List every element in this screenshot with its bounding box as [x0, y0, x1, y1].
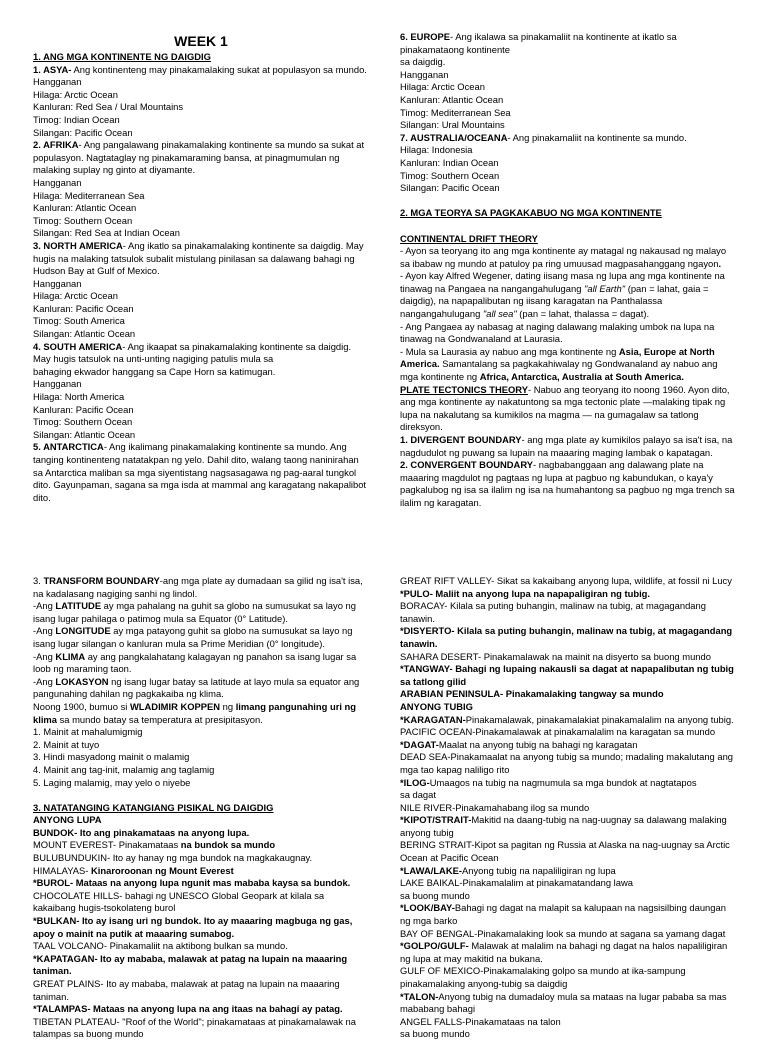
- text-run: Hilaga: Arctic Ocean: [400, 81, 485, 93]
- text-run: Kanluran: Atlantic Ocean: [33, 202, 137, 214]
- text-line: [33, 953, 369, 978]
- text-run: DEAD SEA-Pinakamaalat na anyong tubig sa mundo; madaling makalutang ang mga tao kapag naliligo rito: [400, 751, 734, 775]
- text-run: *DAGAT-: [400, 738, 439, 750]
- text-run: Malawak at malalim na bahagi ng dagat na halos napaliligiran ng lupa at may makitid na bukana.: [400, 940, 728, 964]
- text-run: -Ang: [33, 650, 56, 662]
- text-run: Noong 1900, bumuo si: [33, 700, 130, 712]
- text-run: - Ang pinakamaliit na kontinente sa mundo.: [507, 131, 687, 143]
- text-run: BAY OF BENGAL-Pinakamalaking look sa mundo at sagana sa yamang dagat: [400, 927, 726, 939]
- text-run: *DISYERTO- Kilala sa puting buhangin, malinaw na tubig, at magagandang tanawin.: [400, 625, 733, 649]
- text-run: ANYONG TUBIG: [400, 700, 473, 712]
- text-line: [33, 865, 369, 878]
- text-line: [400, 663, 736, 688]
- text-line: [33, 739, 369, 752]
- text-line: [33, 814, 369, 827]
- text-run: BULUBUNDUKIN- Ito ay hanay ng mga bundok na magkakaugnay.: [33, 852, 313, 864]
- text-run: MOUNT EVEREST- Pinakamataas: [33, 839, 181, 851]
- text-run: 2. AFRIKA: [33, 139, 79, 151]
- text-line: [33, 575, 369, 600]
- text-run: 1. Mainit at mahalumigmig: [33, 726, 143, 738]
- column-4: [400, 575, 736, 1041]
- text-run: 1. DIVERGENT BOUNDARY: [400, 434, 522, 445]
- text-line: [400, 777, 736, 802]
- text-run: na bundok sa mundo: [180, 839, 276, 851]
- text-run: Asia, Europe at North America.: [400, 345, 715, 370]
- text-line: [33, 215, 369, 228]
- text-line: [400, 877, 736, 902]
- text-line: [33, 328, 369, 341]
- text-run: *LAWA/LAKE-: [400, 864, 462, 876]
- text-line: [400, 714, 736, 727]
- text-run: *TALAMPAS- Mataas na anyong lupa na ang itaas na bahagi ay patag.: [33, 1003, 343, 1015]
- text-run: Hilaga: Arctic Ocean: [33, 290, 118, 302]
- text-run: Silangan: Red Sea at Indian Ocean: [33, 227, 180, 239]
- text-line: [400, 31, 736, 69]
- text-run: 3. NATATANGING KATANGIANG PISIKAL NG DAIGDIG: [33, 801, 274, 813]
- text-line: [400, 384, 736, 434]
- text-line: [400, 245, 736, 270]
- text-line: [33, 416, 369, 429]
- text-line: [33, 852, 369, 865]
- text-run: ay mga patayong guhit sa globo na sumusukat sa layo ng isang lugar silangan o kanluran mula sa Prime Meridian (0° longitude).: [33, 625, 353, 649]
- text-line: [33, 139, 369, 177]
- text-line: [33, 600, 369, 625]
- text-run: LOKASYON: [55, 675, 109, 687]
- text-run: Silangan: Ural Mountains: [400, 119, 505, 131]
- text-line: [33, 202, 369, 215]
- text-line: [33, 839, 369, 852]
- text-line: [33, 341, 369, 379]
- text-line: [33, 64, 369, 77]
- text-run: *KIPOT/STRAIT-: [400, 814, 472, 826]
- text-line: [33, 802, 369, 815]
- text-line: [400, 69, 736, 82]
- text-line: [400, 902, 736, 927]
- text-run: *KARAGATAN-: [400, 713, 466, 725]
- text-run: - Ang ikalawa sa pinakamaliit na kontinente at ikatlo sa pinakamataong kontinente sa daigdig.: [400, 31, 677, 68]
- text-run: -Ang: [33, 625, 56, 637]
- text-run: (pan = lahat, gaia = daigdig), na napapalibutan ng iisang karagatan na Panthalassa nangangahulugang: [400, 282, 709, 320]
- text-line: [33, 290, 369, 303]
- text-run: CONTINENTAL DRIFT THEORY: [400, 232, 538, 244]
- text-line: [400, 81, 736, 94]
- text-run: 6. EUROPE: [400, 31, 451, 42]
- text-run: GULF OF MEXICO-Pinakamalaking golpo sa mundo at ika-sampung pinakamalaking anyong-tubig sa daigdig: [400, 965, 686, 989]
- text-run: ay mga pahalang na guhit sa globo na sumusukat sa layo ng isang lugar pahilaga o patimog mula sa Equator (0° Latitude).: [33, 600, 356, 624]
- theories-section: [400, 31, 736, 510]
- text-line: [33, 441, 369, 504]
- text-line: [33, 76, 369, 89]
- text-run: .: [718, 257, 722, 269]
- bodies-of-water-section: [400, 575, 736, 1041]
- text-run: 1. ANG MGA KONTINENTE NG DAIGDIG: [33, 51, 211, 62]
- text-line: [400, 688, 736, 701]
- text-run: Timog: Mediterranean Sea: [400, 106, 511, 118]
- text-run: Anyong tubig na napaliligiran ng lupa: [461, 864, 616, 876]
- text-line: [400, 651, 736, 664]
- text-line: [33, 391, 369, 404]
- text-run: Timog: Southern Ocean: [400, 169, 500, 181]
- page-title: WEEK 1: [174, 33, 228, 49]
- text-run: Kanluran: Pacific Ocean: [33, 403, 134, 415]
- text-line: [400, 119, 736, 132]
- text-line: [33, 101, 369, 114]
- text-run: Hangganan: [33, 277, 82, 289]
- text-run: 3. Hindi masyadong mainit o malamig: [33, 751, 190, 763]
- text-line: [400, 233, 736, 246]
- text-line: [33, 177, 369, 190]
- text-line: [33, 278, 369, 291]
- text-line: [33, 190, 369, 203]
- text-line: [33, 51, 369, 64]
- text-line: [33, 777, 369, 790]
- text-run: Silangan: Atlantic Ocean: [33, 328, 136, 340]
- text-run: Kanluran: Pacific Ocean: [33, 302, 134, 314]
- text-run: - Ayon sa teoryang ito ang mga kontinente ay matagal ng nakausad ng malayo sa ibabaw ng mundo at patuloy pa ring umuusad magpasahanggang ngayon: [400, 245, 727, 269]
- text-run: - Ang ikaapat sa pinakamalaking kontinente sa daigdig. May hugis tatsulok na unti-unting nagiging patulis mula sa bahaging ekwador hanggang sa Cape Horn sa katimugan.: [33, 340, 352, 377]
- text-run: 4. Mainit ang tag-init, malamig ang taglamig: [33, 763, 215, 775]
- text-run: *GOLPO/GULF-: [400, 940, 469, 952]
- text-run: CHOCOLATE HILLS- bahagi ng UNESCO Global Geopark at kilala sa kakaibang hugis-tsokolateng burol: [33, 889, 325, 914]
- text-run: NILE RIVER-Pinakamahabang ilog sa mundo: [400, 801, 590, 813]
- text-line: [400, 321, 736, 346]
- text-line: [33, 315, 369, 328]
- text-run: Kinaroroonan ng Mount Everest: [91, 864, 234, 876]
- text-line: [33, 701, 369, 726]
- text-run: *LOOK/BAY-: [400, 902, 455, 914]
- text-run: 2. Mainit at tuyo: [33, 738, 100, 750]
- text-line: [33, 1003, 369, 1016]
- text-run: Kanluran: Indian Ocean: [400, 156, 499, 168]
- text-run: 1. ASYA-: [33, 63, 72, 75]
- text-run: HIMALAYAS-: [33, 864, 91, 876]
- text-line: [33, 227, 369, 240]
- text-run: 3. NORTH AMERICA: [33, 239, 123, 251]
- text-line: [33, 676, 369, 701]
- physical-features-section: [33, 575, 369, 1041]
- text-run: *PULO- Maliit na anyong lupa na napapaligiran ng tubig.: [400, 587, 651, 599]
- text-run: Africa, Antarctica, Australia at South America.: [479, 371, 684, 383]
- text-run: BERING STRAIT-Kipot sa pagitan ng Russia at Alaska na nag-uugnay sa Arctic Ocean at Pacific Ocean: [400, 839, 730, 864]
- text-run: *TANGWAY- Bahagi ng lupaing nakausli sa dagat at napapalibutan ng tubig sa tatlong gilid: [400, 663, 734, 687]
- text-run: Pinakamalawak, pinakamalakiat pinakamalalim na anyong tubig.: [465, 713, 734, 725]
- text-line: [400, 814, 736, 839]
- text-run: Hangganan: [33, 176, 82, 188]
- text-run: Hangganan: [33, 378, 82, 390]
- text-run: Timog: Indian Ocean: [33, 113, 120, 125]
- text-run: 5. Laging malamig, may yelo o niyebe: [33, 776, 191, 788]
- text-line: [33, 890, 369, 915]
- text-line: [400, 625, 736, 650]
- column-2: [400, 31, 736, 510]
- text-run: "all Earth": [584, 282, 626, 294]
- text-run: BUNDOK- Ito ang pinakamataas na anyong lupa.: [33, 826, 250, 838]
- text-line: [33, 978, 369, 1003]
- text-line: [400, 157, 736, 170]
- text-line: [33, 726, 369, 739]
- text-run: *TALON-: [400, 990, 439, 1002]
- text-run: Timog: Southern Ocean: [33, 214, 133, 226]
- text-run: KLIMA: [55, 650, 86, 662]
- text-run: Hilaga: Arctic Ocean: [33, 88, 118, 100]
- text-line: [400, 346, 736, 384]
- text-run: Hilaga: North America: [33, 391, 125, 403]
- text-run: TIBETAN PLATEAU- "Roof of the World"; pinakamataas at pinakamalawak na talampas sa buong mundo: [33, 1015, 356, 1040]
- column-1: [33, 33, 369, 504]
- text-run: TRANSFORM BOUNDARY: [43, 575, 160, 586]
- text-line: [400, 965, 736, 990]
- text-line: [400, 991, 736, 1016]
- text-run: "all sea": [482, 308, 517, 320]
- text-line: [400, 144, 736, 157]
- text-line: [400, 839, 736, 864]
- text-line: [400, 1016, 736, 1041]
- text-run: LONGITUDE: [55, 625, 111, 637]
- text-run: ANGEL FALLS-Pinakamataas na talon sa buong mundo: [400, 1015, 561, 1040]
- text-run: Silangan: Atlantic Ocean: [33, 428, 136, 440]
- text-line: [400, 928, 736, 941]
- text-line: [33, 751, 369, 764]
- column-3: [33, 575, 369, 1041]
- text-run: Hilaga: Mediterranean Sea: [33, 189, 145, 201]
- text-run: - nagbabanggaan ang dalawang plate na maaaring magdulot ng pagtaas ng lupa at pagbuo ng kabundukan, o kaya'y pagkalubog ng isa sa ilalim ng isa na humahantong sa pagbuo ng mga trench sa ilalim ng karagatan.: [400, 459, 735, 508]
- text-run: - Ang ikalimang pinakamalaking kontinente sa mundo. Ang tanging kontinenteng natatakpan ng yelo. Dahil dito, walang taong naninirahan sa Antarctica maliban sa mga siyentistang nagsasagawa ng pag-aaral tungkol dito. Gayunpaman, sagana sa mga isda at mammal ang karagatang nakapalibot dito.: [33, 441, 367, 503]
- text-run: limang pangunahing uri ng klima: [33, 700, 357, 725]
- text-line: [400, 434, 736, 459]
- text-line: [33, 429, 369, 442]
- text-run: (pan = lahat, thalassa = dagat).: [516, 308, 650, 320]
- text-line: [400, 701, 736, 714]
- text-run: *BUROL- Mataas na anyong lupa ngunit mas mababa kaysa sa bundok.: [33, 877, 351, 889]
- text-run: Silangan: Pacific Ocean: [33, 126, 133, 138]
- text-run: - Ang ikatlo sa pinakamalaking kontinente sa daigdig. May hugis na malaking tatsulok subalit mistulang pinilasan sa dalawang bahagi ng Hudson Bay at Gulf of Mexico.: [33, 239, 364, 277]
- text-line: [400, 182, 736, 195]
- text-line: [400, 751, 736, 776]
- text-line: [400, 270, 736, 320]
- text-run: BORACAY- Kilala sa puting buhangin, malinaw na tubig, at magagandang tanawin.: [400, 600, 706, 624]
- text-run: Hilaga: Indonesia: [400, 144, 473, 156]
- text-line: [400, 94, 736, 107]
- text-run: -ang mga plate ay dumadaan sa gilid ng isa't isa, na kadalasang nagiging sanhi ng lindol.: [33, 575, 363, 599]
- text-run: - Ang Pangaea ay nabasag at naging dalawang malaking umbok na lupa na tinawag na Gondwanaland at Laurasia.: [400, 320, 715, 345]
- text-run: Silangan: Pacific Ocean: [400, 182, 500, 194]
- continents-list: [33, 51, 369, 504]
- text-run: Kanluran: Atlantic Ocean: [400, 93, 504, 105]
- text-run: Hangganan: [33, 76, 82, 88]
- text-line: [33, 127, 369, 140]
- text-run: Hangganan: [400, 68, 449, 80]
- text-run: - Ayon kay Alfred Wegener, dating iisang masa ng lupa ang mga kontinente na tinawag na Pangaea na nangangahulugang: [400, 270, 725, 294]
- text-run: GREAT RIFT VALLEY- Sikat sa kakaibang anyong lupa, wildlife, at fossil ni Lucy: [400, 575, 732, 586]
- text-line: [400, 207, 736, 220]
- text-run: ANYONG LUPA: [33, 814, 102, 826]
- text-line: [33, 764, 369, 777]
- blank-line: [400, 195, 736, 208]
- text-run: *BULKAN- Ito ay isang uri ng bundok. Ito ay maaaring magbuga ng gas, apoy o mainit na putik at maaaring sumabog.: [33, 915, 353, 939]
- text-line: [400, 132, 736, 145]
- text-run: -Ang: [33, 600, 56, 612]
- text-line: [400, 802, 736, 815]
- text-line: [33, 378, 369, 391]
- text-run: ng: [220, 700, 236, 712]
- text-line: [33, 1016, 369, 1041]
- text-run: *KAPATAGAN- Ito ay mababa, malawak at patag na lupain na maaaring taniman.: [33, 952, 348, 977]
- text-run: WLADIMIR KOPPEN: [129, 700, 221, 712]
- text-run: 2. CONVERGENT BOUNDARY: [400, 459, 533, 471]
- text-run: ng isang lugar batay sa latitude at layo mula sa equator ang pangunahing dahilan ng pagkakaiba ng klima.: [33, 675, 360, 700]
- text-line: [33, 89, 369, 102]
- text-line: [400, 575, 736, 588]
- text-run: LATITUDE: [55, 600, 102, 612]
- text-run: Umaagos na tubig na nagmumula sa mga bundok at nagtatapos sa dagat: [400, 776, 697, 801]
- text-line: [33, 915, 369, 940]
- text-run: -Ang: [33, 675, 56, 687]
- text-line: [400, 170, 736, 183]
- text-run: ARABIAN PENINSULA- Pinakamalaking tangway sa mundo: [400, 688, 664, 700]
- text-run: Bahagi ng dagat na malapit sa kalupaan na nagsisilbing daungan ng mga barko: [400, 902, 726, 927]
- text-run: 3.: [33, 575, 44, 586]
- text-run: Kanluran: Red Sea / Ural Mountains: [33, 101, 184, 113]
- text-line: [400, 940, 736, 965]
- text-line: [33, 625, 369, 650]
- text-line: [33, 404, 369, 417]
- text-line: [400, 739, 736, 752]
- text-run: sa mundo batay sa temperatura at presipitasyon.: [56, 713, 263, 725]
- text-run: *ILOG-: [400, 776, 430, 788]
- blank-line: [400, 220, 736, 233]
- blank-line: [33, 789, 369, 802]
- text-line: [33, 877, 369, 890]
- text-line: [33, 651, 369, 676]
- text-run: 2. MGA TEORYA SA PAGKAKABUO NG MGA KONTINENTE: [400, 207, 662, 219]
- text-run: Anyong tubig na dumadaloy mula sa mataas na lugar pababa sa mas mababang bahagi: [400, 990, 727, 1015]
- text-line: [33, 940, 369, 953]
- text-run: Timog: Southern Ocean: [33, 416, 133, 428]
- text-line: [400, 600, 736, 625]
- text-run: GREAT PLAINS- Ito ay mababa, malawak at patag na lupain na maaaring taniman.: [33, 978, 340, 1002]
- text-line: [400, 459, 736, 509]
- text-line: [33, 827, 369, 840]
- text-run: - Mula sa Laurasia ay nabuo ang mga kontinente ng: [400, 345, 619, 357]
- text-run: 5. ANTARCTICA: [33, 441, 104, 453]
- text-run: TAAL VOLCANO- Pinakamaliit na aktibong bulkan sa mundo.: [33, 940, 288, 952]
- text-run: Samantalang sa pagkakahiwalay ng Gondwanaland ay nabuo ang mga kontinente ng: [400, 358, 718, 383]
- text-run: Makitid na daang-tubig na nag-uugnay sa dalawang malaking anyong tubig: [400, 814, 727, 838]
- text-line: [400, 107, 736, 120]
- text-run: Timog: South America: [33, 315, 125, 327]
- text-run: SAHARA DESERT- Pinakamalawak na mainit na disyerto sa buong mundo: [400, 650, 711, 662]
- text-run: 7. AUSTRALIA/OCEANA: [400, 131, 508, 143]
- text-run: LAKE BAIKAL-Pinakamalalim at pinakamatandang lawa sa buong mundo: [400, 877, 633, 901]
- text-line: [400, 726, 736, 739]
- text-line: [33, 114, 369, 127]
- text-run: - Ang pangalawang pinakamalaking kontinente sa mundo sa sukat at populasyon. Nagtataglay ng pinakamaraming bansa, at pinagmumulan ng malaking suplay ng ginto at diyamante.: [33, 139, 365, 176]
- text-line: [33, 240, 369, 278]
- text-run: PLATE TECTONICS THEORY: [400, 383, 528, 395]
- text-run: Maalat na anyong tubig na bahagi ng karagatan: [438, 738, 638, 750]
- text-run: - ang mga plate ay kumikilos palayo sa isa't isa, na nagdudulot ng puwang sa lupain na maaaring maging lambak o kapatagan.: [400, 434, 733, 458]
- text-run: Ang kontinenteng may pinakamalaking sukat at populasyon sa mundo.: [71, 63, 367, 75]
- text-run: - Nabuo ang teoryang ito noong 1960. Ayon dito, ang mga kontinente ay nakatuntong sa mga tectonic plate —malaking tipak ng lupa na nakalutang sa kumikilos na magma — na gumagalaw sa tatlong direksyon.: [400, 383, 730, 433]
- text-line: [400, 865, 736, 878]
- text-line: [33, 303, 369, 316]
- text-run: ay ang pangkalahatang kalagayan ng panahon sa isang lugar sa loob ng maraming taon.: [33, 650, 357, 675]
- text-run: 4. SOUTH AMERICA: [33, 340, 123, 352]
- text-line: [400, 588, 736, 601]
- text-run: PACIFIC OCEAN-Pinakamalawak at pinakamalalim na karagatan sa mundo: [400, 726, 716, 738]
